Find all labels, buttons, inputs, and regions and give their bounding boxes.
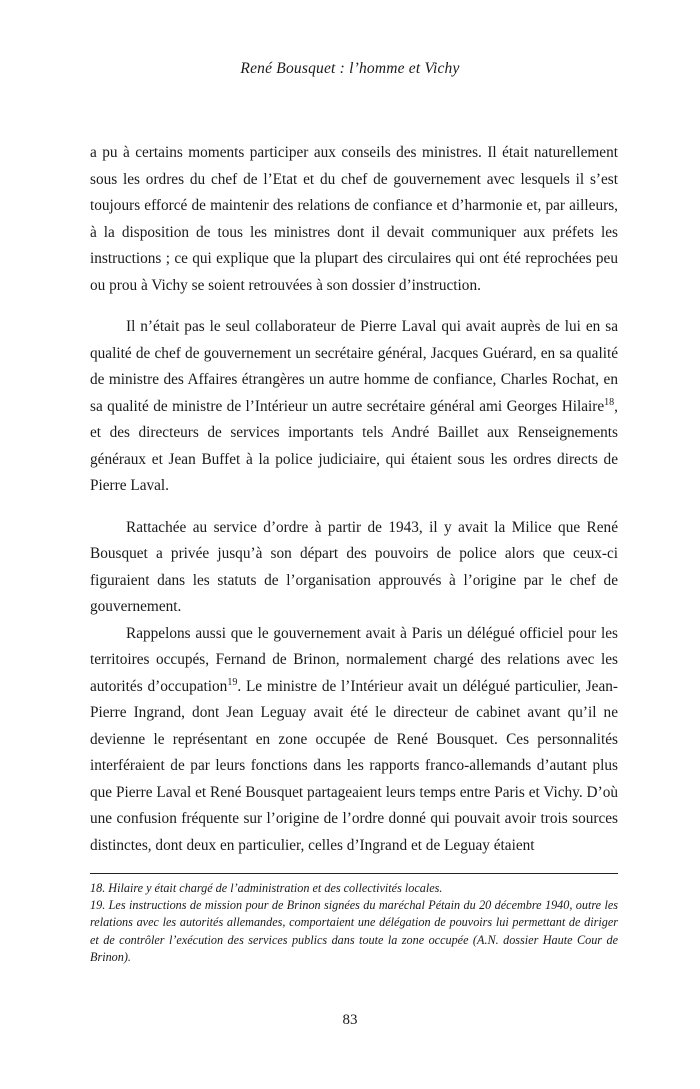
footnote-marker-19[interactable]: 19 xyxy=(227,676,238,688)
paragraph-3: Rattachée au service d’ordre à partir de 1943, il y avait la Milice que René Bousquet a privée jusqu’à son départ des pouvoirs de police alors que ceux-ci figuraient dans les statuts de l’organisation approuvés à l’origine par le chef de gouvernement. xyxy=(90,518,618,615)
paragraph-1: a pu à certains moments participer aux conseils des ministres. Il était naturellement sous les ordres du chef de l’Etat et du chef de gouvernement avec lesquels il s’est toujours efforcé de maintenir des relations de confiance et d’harmonie et, par ailleurs, à la disposition de tous les ministres dont il devait communiquer aux préfets les instructions ; ce qui explique que la plupart des circulaires qui ont été reprochées peu ou prou à Vichy se soient retrouvées à son dossier d’instruction. xyxy=(90,144,618,294)
paragraph-2-text-b: , et des directeurs de services importants tels André Baillet aux Renseignements généraux et Jean Buffet à la police judiciaire, qui étaient sous les ordres directs de Pierre Laval. xyxy=(90,397,618,494)
body-text-column xyxy=(90,140,618,859)
footnote-separator-rule xyxy=(90,873,618,874)
paragraph-2-text-a: Il n’était pas le seul collaborateur de Pierre Laval qui avait auprès de lui en sa qualité de chef de gouvernement un secrétaire général, Jacques Guérard, en sa qualité de ministre des Affaires étrangères un autre homme de confiance, Charles Rochat, en sa qualité de ministre de l’Intérieur un autre secrétaire général ami Georges Hilaire xyxy=(90,318,618,415)
footnote-18 xyxy=(90,880,618,897)
footnote-18-number: 18. xyxy=(90,881,106,895)
footnote-19-text: Les instructions de mission pour de Brinon signées du maréchal Pétain du 20 décembre 1940, outre les relations avec les autorités allemandes, comportaient une délégation de pouvoirs lui permettant de diriger et de contrôler l’exécution des services publics dans toute la zone occupée (A.N. dossier Haute Cour de Brinon). xyxy=(90,898,619,964)
footnote-19-number: 19. xyxy=(90,898,106,913)
paragraph-4 xyxy=(90,621,618,860)
paragraph-4-text-b: . Le ministre de l’Intérieur avait un délégué particulier, Jean-Pierre Ingrand, dont Jean Leguay avait été le directeur de cabinet avant qu’il ne devienne le représentant en zone occupée de René Bousquet. Ces personnalités interféraient de par leurs fonctions dans les rapports franco-allemands d’autant plus que Pierre Laval et René Bousquet partageaient leurs temps entre Paris et Vichy. D’où une confusion fréquente sur l’origine de l’ordre donné qui pouvait avoir trois sources distinctes, dont deux en particulier, celles d’Ingrand et de Leguay étaient xyxy=(90,677,618,854)
paragraph-2 xyxy=(90,314,618,500)
running-head: René Bousquet : l’homme et Vichy xyxy=(240,60,460,77)
paragraph-4-text-a: Rappelons aussi que le gouvernement avait à Paris un délégué officiel pour les territoires occupés, Fernand de Brinon, normalement chargé des relations avec les autorités d’occupation xyxy=(90,624,618,695)
page-number: 83 xyxy=(342,1012,358,1028)
footnote-18-text: Hilaire y était chargé de l’administration et des collectivités locales. xyxy=(108,881,443,895)
footnote-19 xyxy=(90,897,618,966)
footnote-marker-18[interactable]: 18 xyxy=(604,396,615,408)
footnotes-block xyxy=(90,880,618,966)
